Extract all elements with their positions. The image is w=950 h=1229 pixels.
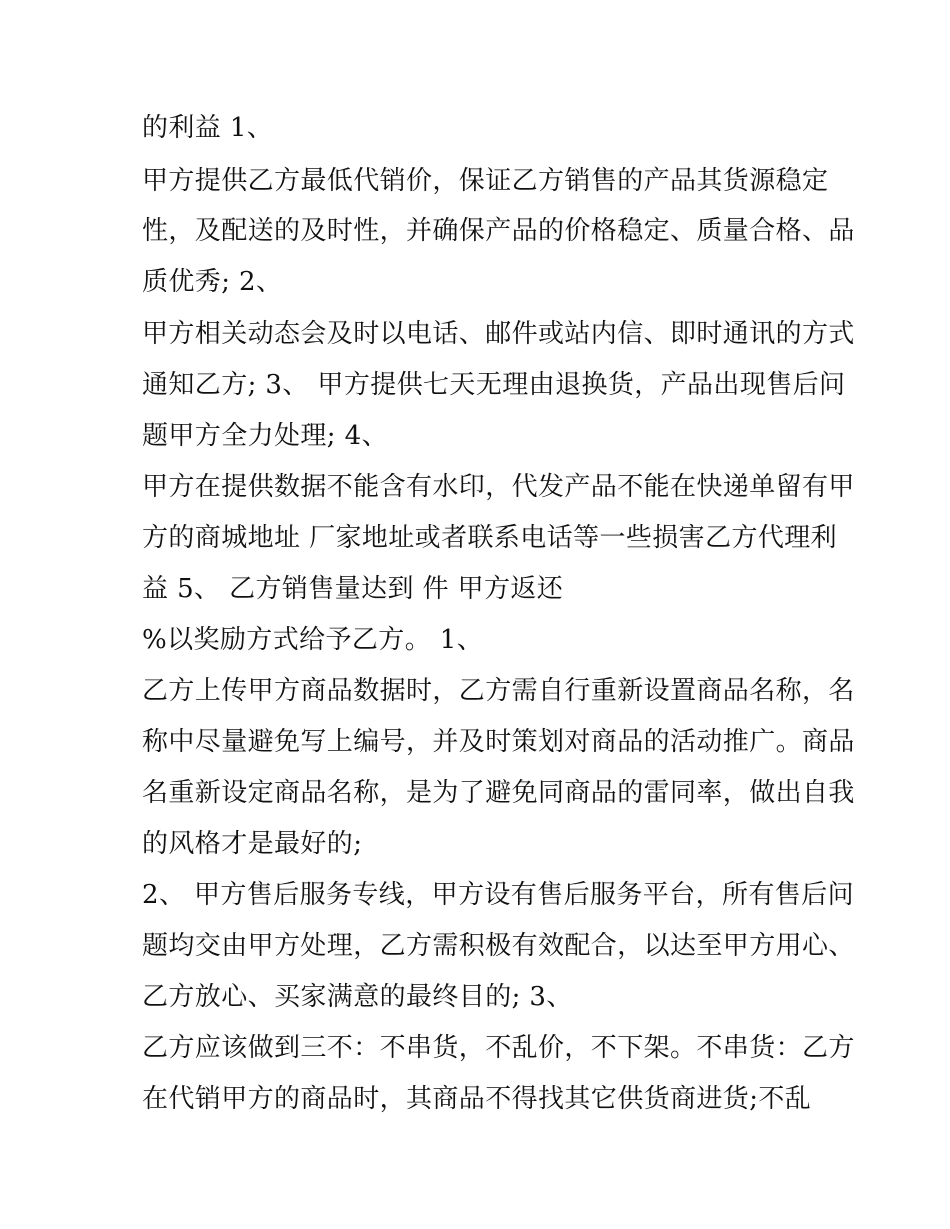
text-line: %以奖励方式给予乙方。 1、 bbox=[142, 625, 484, 655]
text-line: 名重新设定商品名称，是为了避免同商品的雷同率，做出自我 bbox=[142, 778, 855, 808]
text-line: 题甲方全力处理; 4、 bbox=[142, 421, 388, 451]
text-line: 方的商城地址 厂家地址或者联系电话等一些损害乙方代理利 bbox=[142, 523, 838, 553]
text-line: 题均交由甲方处理，乙方需积极有效配合，以达至甲方用心、 bbox=[142, 931, 855, 961]
text-line: 的风格才是最好的; bbox=[142, 829, 363, 859]
text-line: 2、 甲方售后服务专线，甲方设有售后服务平台，所有售后问 bbox=[142, 880, 855, 910]
text-line: 性，及配送的及时性，并确保产品的价格稳定、质量合格、品 bbox=[142, 216, 855, 246]
text-line: 甲方提供乙方最低代销价，保证乙方销售的产品其货源稳定 bbox=[142, 166, 829, 196]
text-line: 乙方上传甲方商品数据时，乙方需自行重新设置商品名称，名 bbox=[142, 676, 855, 706]
text-line: 甲方在提供数据不能含有水印，代发产品不能在快递单留有甲 bbox=[142, 472, 855, 502]
text-line: 称中尽量避免写上编号，并及时策划对商品的活动推广。商品 bbox=[142, 727, 855, 757]
text-line: 的利益 1、 bbox=[142, 113, 274, 143]
text-line: 乙方放心、买家满意的最终目的; 3、 bbox=[142, 982, 573, 1012]
text-line: 在代销甲方的商品时，其商品不得找其它供货商进货;不乱 bbox=[142, 1084, 812, 1114]
text-line: 益 5、 乙方销售量达到 件 甲方返还 bbox=[142, 574, 564, 604]
text-line: 质优秀; 2、 bbox=[142, 267, 283, 297]
text-line: 乙方应该做到三不：不串货，不乱价，不下架。不串货：乙方 bbox=[142, 1033, 855, 1063]
text-line: 甲方相关动态会及时以电话、邮件或站内信、即时通讯的方式 bbox=[142, 319, 855, 349]
text-line: 通知乙方; 3、 甲方提供七天无理由退换货，产品出现售后问 bbox=[142, 370, 846, 400]
